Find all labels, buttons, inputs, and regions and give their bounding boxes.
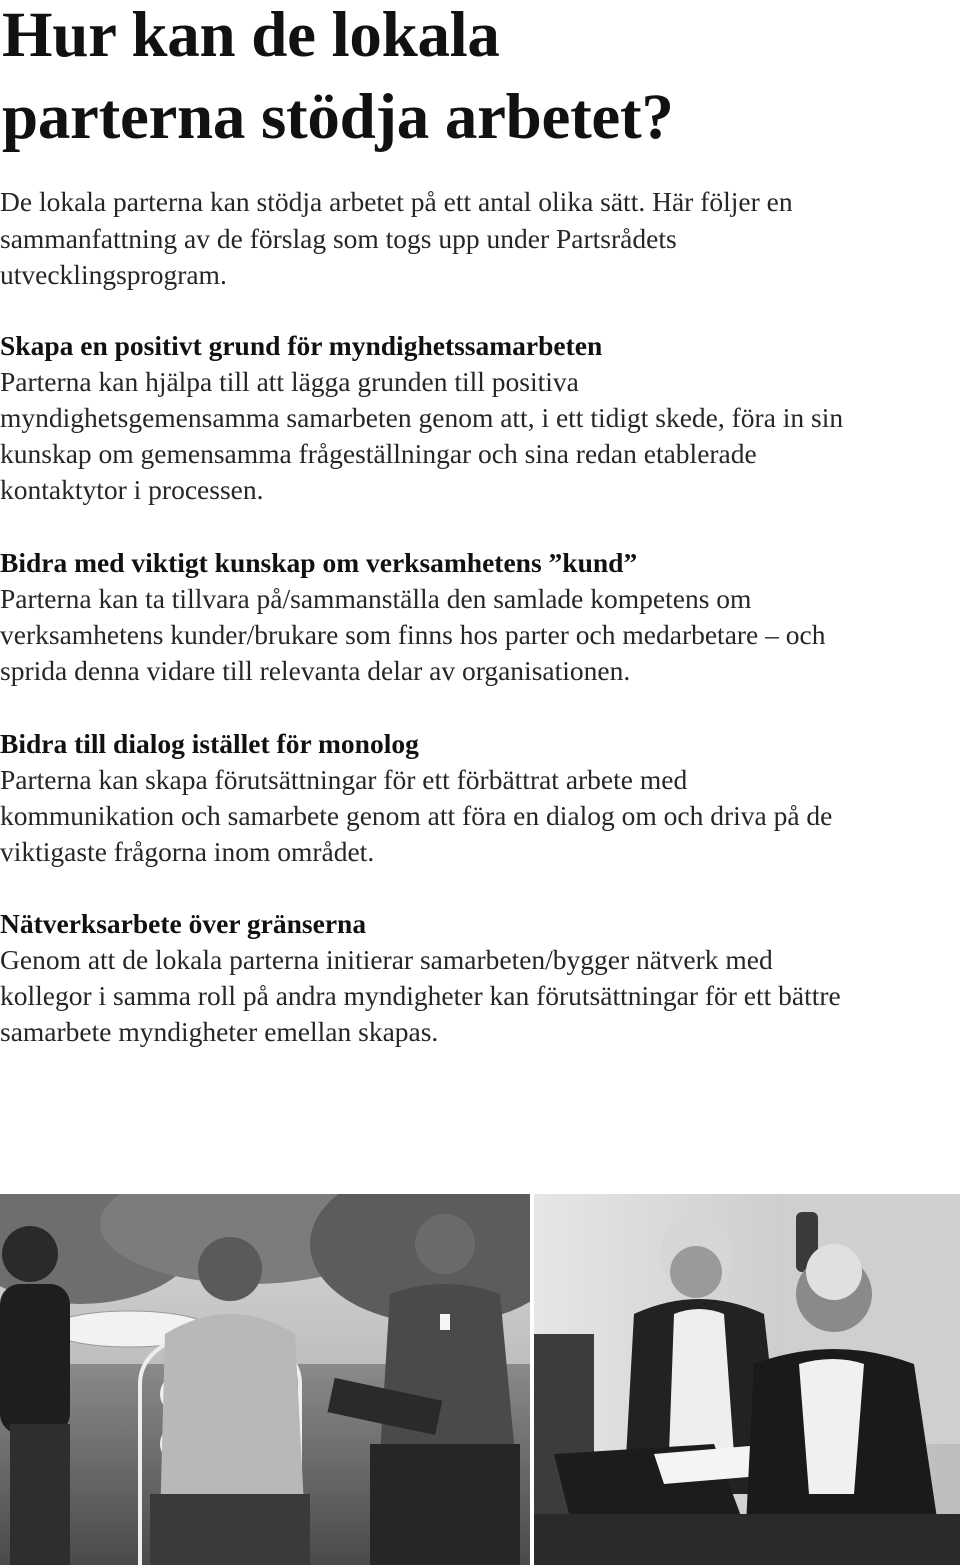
body-line: viktigaste frågorna inom området. (0, 836, 375, 867)
body-line: kommunikation och samarbete genom att föra en dialog om och driva på de (0, 800, 833, 831)
section-body (0, 762, 960, 870)
section-body (0, 364, 960, 508)
body-line: Parterna kan hjälpa till att lägga grunden till positiva (0, 366, 579, 397)
section-heading: Bidra till dialog istället för monolog (0, 728, 419, 759)
photo-strip (0, 1194, 960, 1565)
body-line: Genom att de lokala parterna initierar samarbeten/bygger nätverk med (0, 944, 773, 975)
section-body (0, 581, 960, 689)
section-kund (0, 545, 960, 689)
section-heading: Nätverksarbete över gränserna (0, 908, 367, 939)
body-line: myndighetsgemensamma samarbeten genom att, i ett tidigt skede, föra in sin (0, 402, 844, 433)
section-heading: Bidra med viktigt kunskap om verksamhetens ”kund” (0, 547, 638, 578)
body-line: Parterna kan skapa förutsättningar för ett förbättrat arbete med (0, 764, 688, 795)
body-line: kontaktytor i processen. (0, 474, 264, 505)
section-heading: Skapa en positivt grund för myndighetssamarbeten (0, 330, 603, 361)
intro-line: sammanfattning av de förslag som togs upp under Partsrådets (0, 222, 677, 254)
intro-paragraph (0, 184, 940, 294)
laptop-meeting-photo (534, 1194, 960, 1565)
body-line: kunskap om gemensamma frågeställningar och sina redan etablerade (0, 438, 757, 469)
page-title (2, 0, 674, 158)
intro-line: De lokala parterna kan stödja arbetet på ett antal olika sätt. Här följer en (0, 186, 793, 217)
title-line-2: parterna stödja arbetet? (2, 81, 674, 153)
section-body (0, 942, 960, 1050)
title-line-1: Hur kan de lokala (2, 0, 500, 71)
section-natverksarbete (0, 906, 960, 1050)
section-dialog (0, 726, 960, 870)
body-line: Parterna kan ta tillvara på/sammanställa den samlade kompetens om (0, 583, 752, 614)
body-line: verksamhetens kunder/brukare som finns hos parter och medarbetare – och (0, 619, 826, 650)
body-line: samarbete myndigheter emellan skapas. (0, 1016, 439, 1047)
group-discussion-photo (0, 1194, 530, 1565)
section-myndighetssamarbeten (0, 328, 960, 508)
body-line: sprida denna vidare till relevanta delar av organisationen. (0, 655, 631, 686)
body-line: kollegor i samma roll på andra myndigheter kan förutsättningar för ett bättre (0, 980, 841, 1011)
intro-line: utvecklingsprogram. (0, 259, 227, 290)
